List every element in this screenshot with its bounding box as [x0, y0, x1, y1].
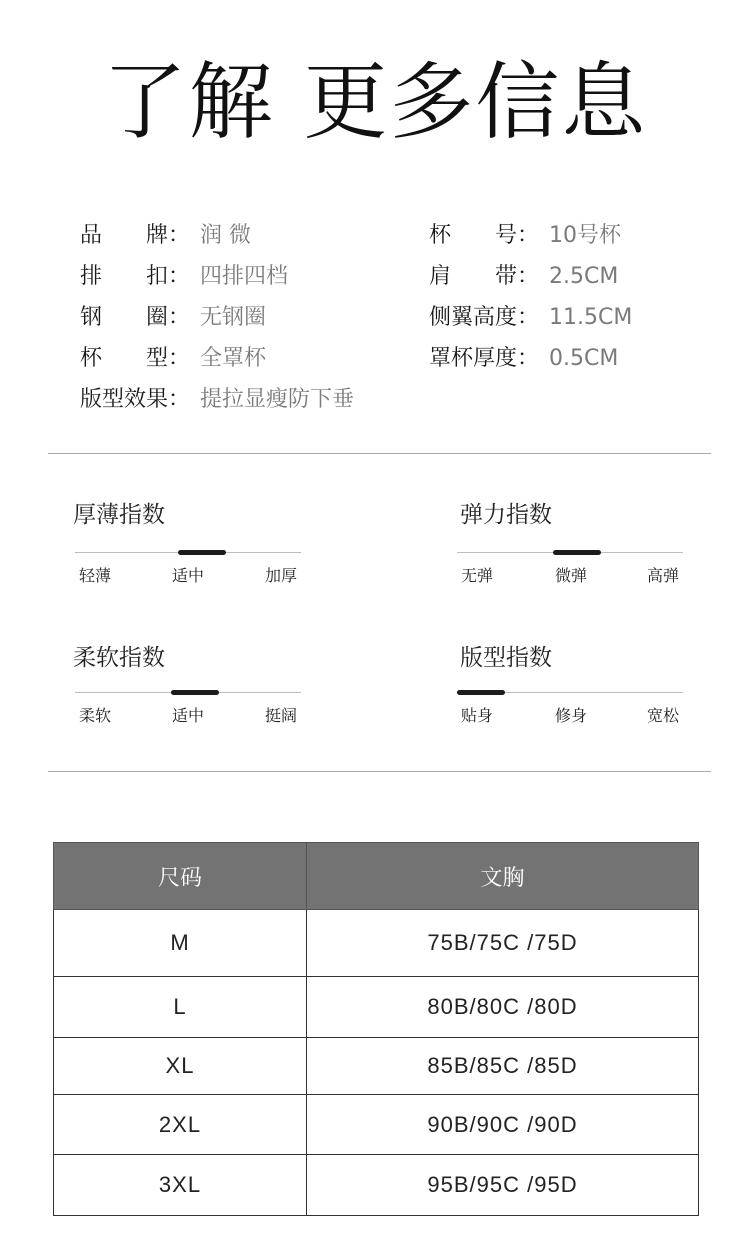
spec-strap: [429, 262, 618, 292]
softness-index-marker: [171, 690, 219, 695]
spec-value: 无钢圈: [200, 305, 267, 330]
spec-value: 提拉显瘦防下垂: [200, 387, 355, 412]
divider: [48, 771, 711, 772]
bra-size-cell: 75B/75C /75D: [307, 910, 699, 977]
spec-colon: ：: [168, 346, 191, 371]
spec-value: 0.5CM: [549, 346, 619, 371]
column-header-bra: 文胸: [307, 843, 699, 910]
spec-label: 肩 带: [429, 264, 518, 289]
size-cell: L: [54, 977, 307, 1038]
softness-tick-low: 柔软: [79, 706, 112, 725]
softness-index-track: [75, 692, 301, 693]
spec-colon: ：: [517, 305, 540, 330]
size-cell: XL: [54, 1038, 307, 1095]
spec-cup-thickness: [429, 344, 618, 374]
spec-value: 润 微: [200, 223, 252, 248]
spec-value: 四排四档: [200, 264, 289, 289]
spec-wing-height: [429, 303, 632, 333]
spec-value: 11.5CM: [549, 305, 633, 330]
spec-label: 排 扣: [80, 264, 169, 289]
thickness-tick-high: 加厚: [265, 566, 298, 585]
spec-cup-shape: [80, 344, 266, 374]
thickness-index-track: [75, 552, 301, 553]
fit-tick-mid: 修身: [555, 706, 588, 725]
spec-brand: [80, 221, 251, 251]
spec-label: 品 牌: [80, 223, 169, 248]
spec-label: 杯 型: [80, 346, 169, 371]
thickness-tick-low: 轻薄: [79, 566, 112, 585]
spec-value: 10号杯: [549, 223, 622, 248]
page-title: 了解 更多信息: [102, 53, 648, 151]
spec-label: 版型效果: [80, 387, 169, 412]
fit-tick-low: 贴身: [461, 706, 494, 725]
softness-tick-high: 挺阔: [265, 706, 298, 725]
elasticity-index-marker: [553, 550, 601, 555]
column-header-size: 尺码: [54, 843, 307, 910]
spec-clasp: [80, 262, 288, 292]
spec-colon: ：: [168, 387, 191, 412]
thickness-index-title: 厚薄指数: [73, 502, 165, 528]
table-header-row: [54, 843, 699, 910]
spec-label: 杯 号: [429, 223, 518, 248]
fit-index-title: 版型指数: [460, 645, 552, 671]
spec-label: 罩杯厚度: [429, 346, 518, 371]
spec-cup-size: [429, 221, 621, 251]
softness-index-title: 柔软指数: [73, 645, 165, 671]
table-row: [54, 1155, 699, 1216]
fit-tick-high: 宽松: [647, 706, 680, 725]
thickness-tick-mid: 适中: [172, 566, 205, 585]
spec-colon: ：: [168, 264, 191, 289]
table-row: [54, 910, 699, 977]
thickness-index-marker: [178, 550, 226, 555]
spec-colon: ：: [517, 346, 540, 371]
bra-size-cell: 80B/80C /80D: [307, 977, 699, 1038]
spec-value: 2.5CM: [549, 264, 619, 289]
elasticity-index-track: [457, 552, 683, 553]
size-table: [53, 842, 699, 1216]
spec-colon: ：: [517, 264, 540, 289]
spec-effect: [80, 385, 354, 415]
fit-index-marker: [457, 690, 505, 695]
spec-value: 全罩杯: [200, 346, 267, 371]
spec-label: 钢 圈: [80, 305, 169, 330]
table-row: [54, 977, 699, 1038]
elasticity-tick-high: 高弹: [647, 566, 680, 585]
elasticity-tick-mid: 微弹: [555, 566, 588, 585]
size-cell: 2XL: [54, 1095, 307, 1155]
divider: [48, 453, 711, 454]
table-row: [54, 1095, 699, 1155]
bra-size-cell: 85B/85C /85D: [307, 1038, 699, 1095]
bra-size-cell: 90B/90C /90D: [307, 1095, 699, 1155]
fit-index-track: [457, 692, 683, 693]
elasticity-index-title: 弹力指数: [460, 502, 552, 528]
size-cell: M: [54, 910, 307, 977]
size-cell: 3XL: [54, 1155, 307, 1216]
spec-wire: [80, 303, 266, 333]
spec-colon: ：: [168, 223, 191, 248]
table-row: [54, 1038, 699, 1095]
spec-colon: ：: [517, 223, 540, 248]
bra-size-cell: 95B/95C /95D: [307, 1155, 699, 1216]
spec-label: 侧翼高度: [429, 305, 518, 330]
elasticity-tick-low: 无弹: [461, 566, 494, 585]
softness-tick-mid: 适中: [172, 706, 205, 725]
spec-colon: ：: [168, 305, 191, 330]
